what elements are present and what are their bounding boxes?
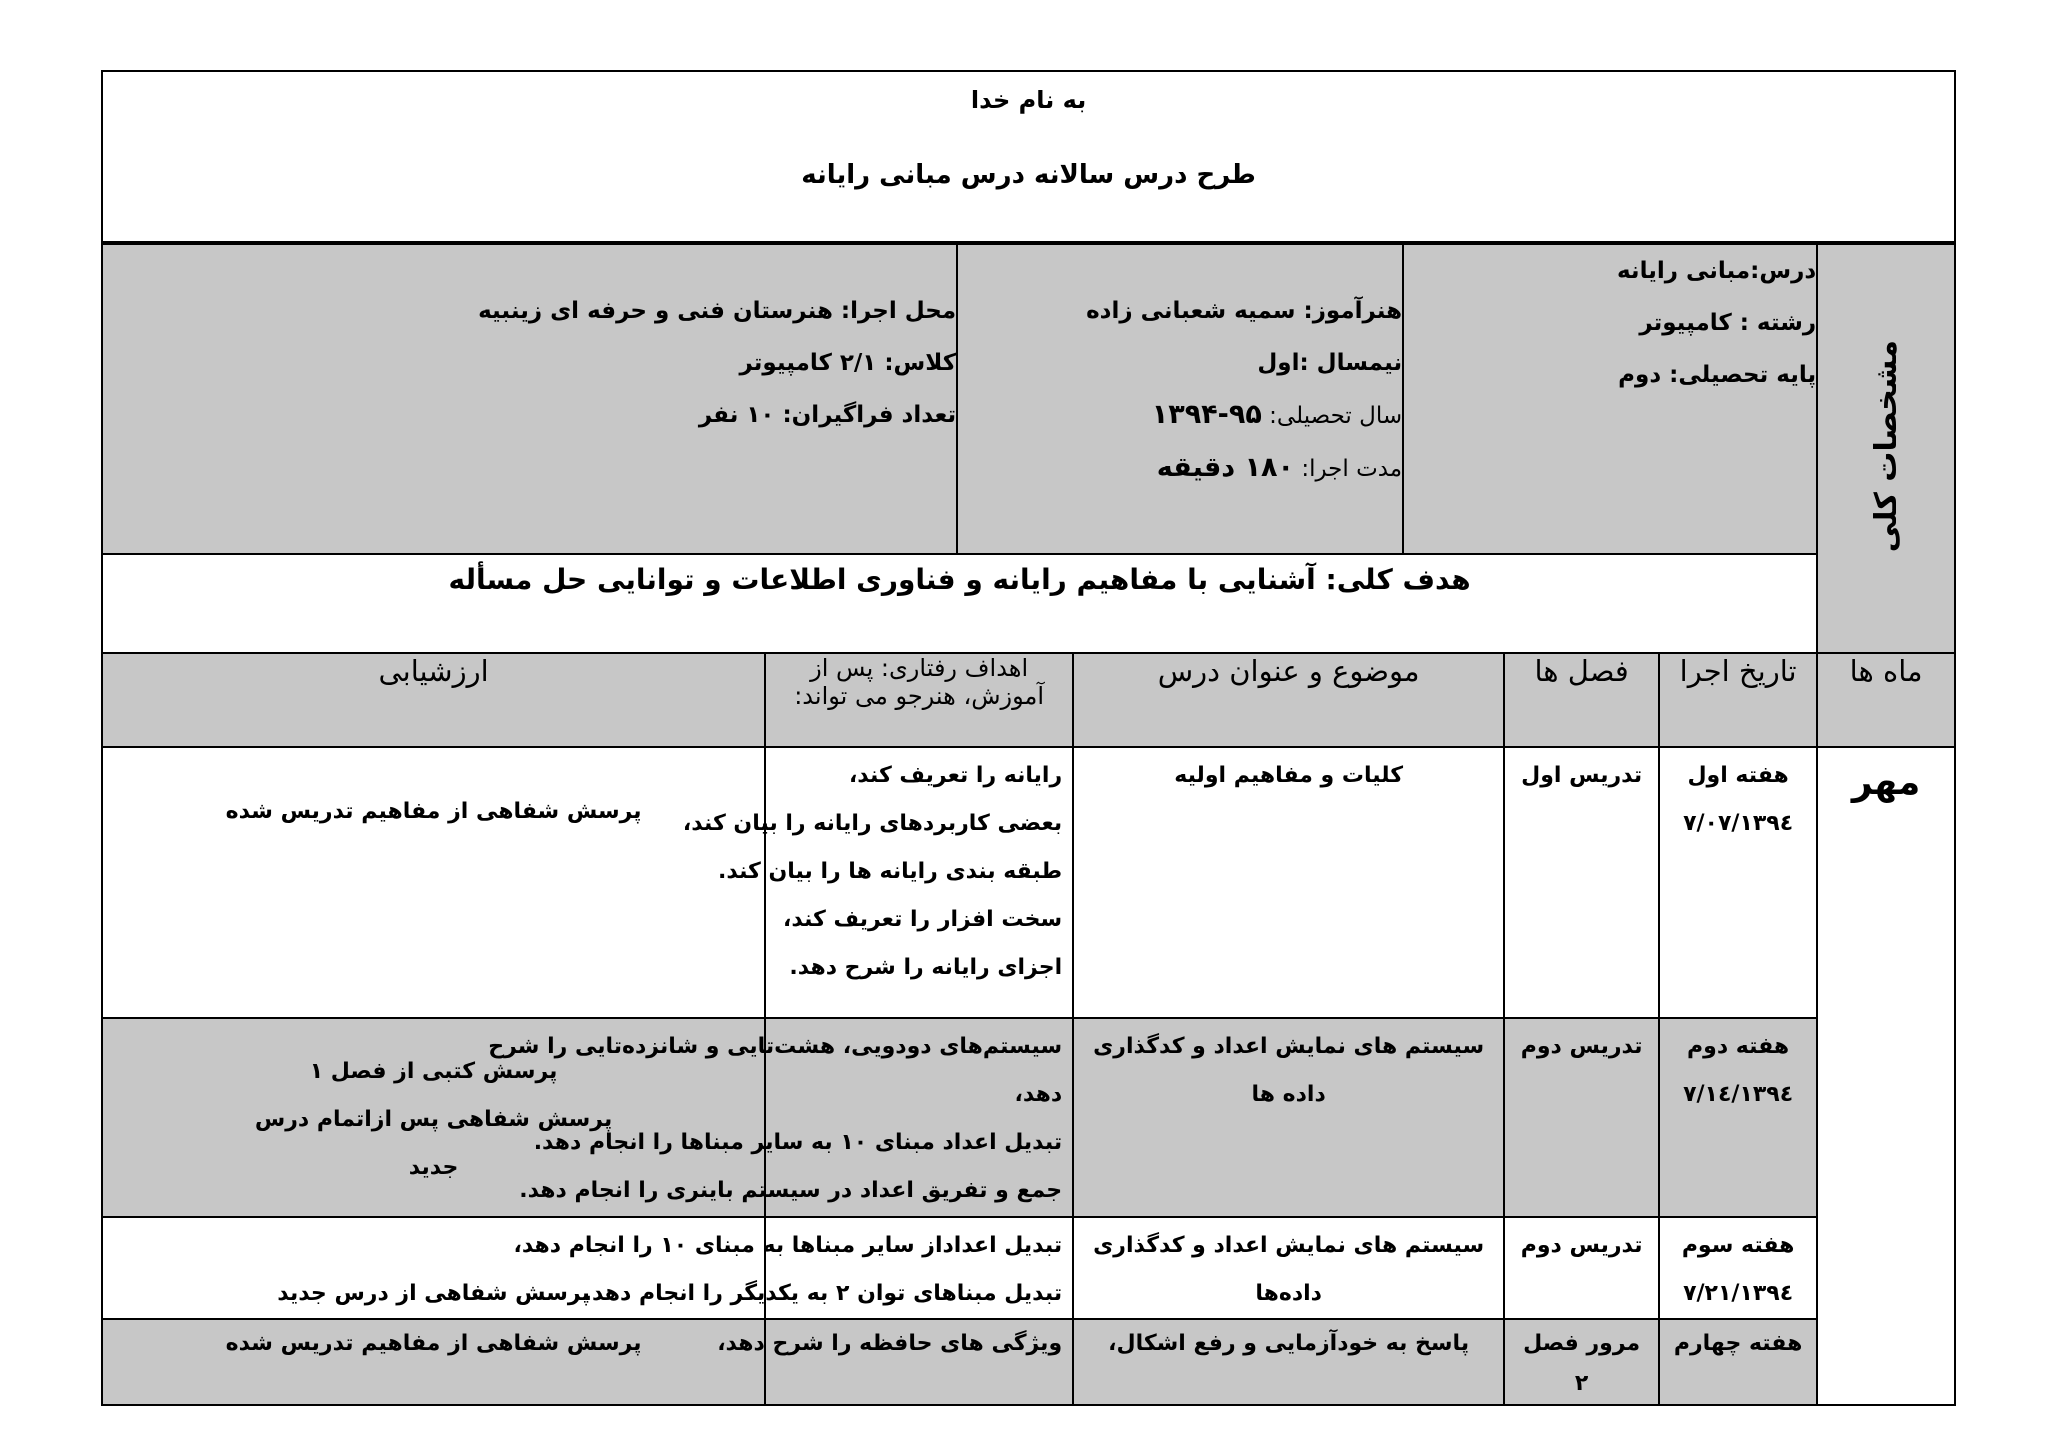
general-specs-side-cell (1817, 243, 1955, 653)
row-topic: پاسخ به خودآزمایی و رفع اشکال، (1073, 1319, 1504, 1405)
teacher-info-cell (957, 243, 1403, 554)
class-name: کلاس: ۲/۱ کامپیوتر (739, 350, 957, 376)
row-objectives: سیستم‌های دودویی، هشت‌تایی و شانزده‌تایی را شرح دهد، تبدیل اعداد مبنای ۱۰ به سایر مبناها را انجام دهد. جمع و تفریق اعداد در سیستم باینری را انجام دهد. (765, 1018, 1073, 1217)
month-name: مهر (1817, 747, 1955, 1405)
field-of-study: رشته : کامپیوتر (1639, 310, 1817, 336)
row-chapter: تدریس دوم (1504, 1217, 1659, 1319)
course-info-cell (1403, 243, 1817, 554)
row-topic: سیستم های نمایش اعداد و کدگذاری داده ها (1073, 1018, 1504, 1217)
row-objectives: رایانه را تعریف کند، بعضی کاربردهای رایانه را بیان کند، طبقه بندی رایانه ها را بیان کند. سخت افزار را تعریف کند، اجزای رایانه را شرح دهد. (765, 747, 1073, 1018)
academic-year: سال تحصیلی: ۹۵-۱۳۹۴ (1151, 399, 1403, 430)
row-evaluation: پرسش شفاهی از درس جدید (102, 1217, 765, 1319)
table-row (102, 1018, 1955, 1217)
basmala: به نام خدا (970, 86, 1087, 114)
row-objectives: ویژگی های حافظه را شرح دهد، (765, 1319, 1073, 1405)
row-date: هفته دوم ۱۳۹٤/۷/۱٤ (1659, 1018, 1817, 1217)
row-evaluation: پرسش کتبی از فصل ۱ پرسش شفاهی پس ازاتمام درس جدید (102, 1018, 765, 1217)
col-header-topic: موضوع و عنوان درس (1073, 653, 1504, 747)
col-header-months: ماه ها (1817, 653, 1955, 747)
row-date: هفته چهارم (1659, 1319, 1817, 1405)
row-evaluation: پرسش شفاهی از مفاهیم تدریس شده (102, 1319, 765, 1405)
table-row (102, 1319, 1955, 1405)
semester: نیمسال :اول (1257, 350, 1403, 376)
document-header (102, 71, 1955, 243)
col-header-objectives: اهداف رفتاری: پس از آموزش، هنرجو می تواند: (765, 653, 1073, 747)
overall-goal: هدف کلی: آشنایی با مفاهیم رایانه و فناوری اطلاعات و توانایی حل مسأله (102, 554, 1817, 653)
course-name: درس:مبانی رایانه (1616, 258, 1817, 284)
document-title: طرح درس سالانه درس مبانی رایانه (801, 160, 1256, 190)
grade-level: پایه تحصیلی: دوم (1618, 362, 1817, 388)
duration: مدت اجرا: ۱۸۰ دقیقه (1156, 452, 1403, 483)
row-date: هفته اول ۱۳۹٤/۷/۰۷ (1659, 747, 1817, 1018)
table-row (102, 747, 1955, 1018)
row-chapter: تدریس دوم (1504, 1018, 1659, 1217)
col-header-chapters: فصل ها (1504, 653, 1659, 747)
location: محل اجرا: هنرستان فنی و حرفه ای زینبیه (478, 298, 957, 324)
location-info-cell (102, 243, 957, 554)
row-topic: سیستم های نمایش اعداد و کدگذاری داده‌ها (1073, 1217, 1504, 1319)
row-date: هفته سوم ۱۳۹٤/۷/۲۱ (1659, 1217, 1817, 1319)
row-topic: کلیات و مفاهیم اولیه (1073, 747, 1504, 1018)
row-chapter: تدریس اول (1504, 747, 1659, 1018)
student-count: تعداد فراگیران: ۱۰ نفر (698, 402, 957, 428)
general-specs-label: مشخصات کلی (1868, 340, 1904, 553)
lesson-plan-table (101, 70, 1956, 1406)
teacher-name: هنرآموز: سمیه شعبانی زاده (1086, 298, 1403, 324)
row-evaluation: پرسش شفاهی از مفاهیم تدریس شده (102, 747, 765, 1018)
table-row (102, 1217, 1955, 1319)
col-header-evaluation: ارزشیابی (102, 653, 765, 747)
row-objectives: تبدیل اعداداز سایر مبناها به مبنای ۱۰ را انجام دهد، تبدیل مبناهای توان ۲ به یکدیگر را انجام دهد. (765, 1217, 1073, 1319)
col-header-date: تاریخ اجرا (1659, 653, 1817, 747)
row-chapter: مرور فصل ۲ (1504, 1319, 1659, 1405)
